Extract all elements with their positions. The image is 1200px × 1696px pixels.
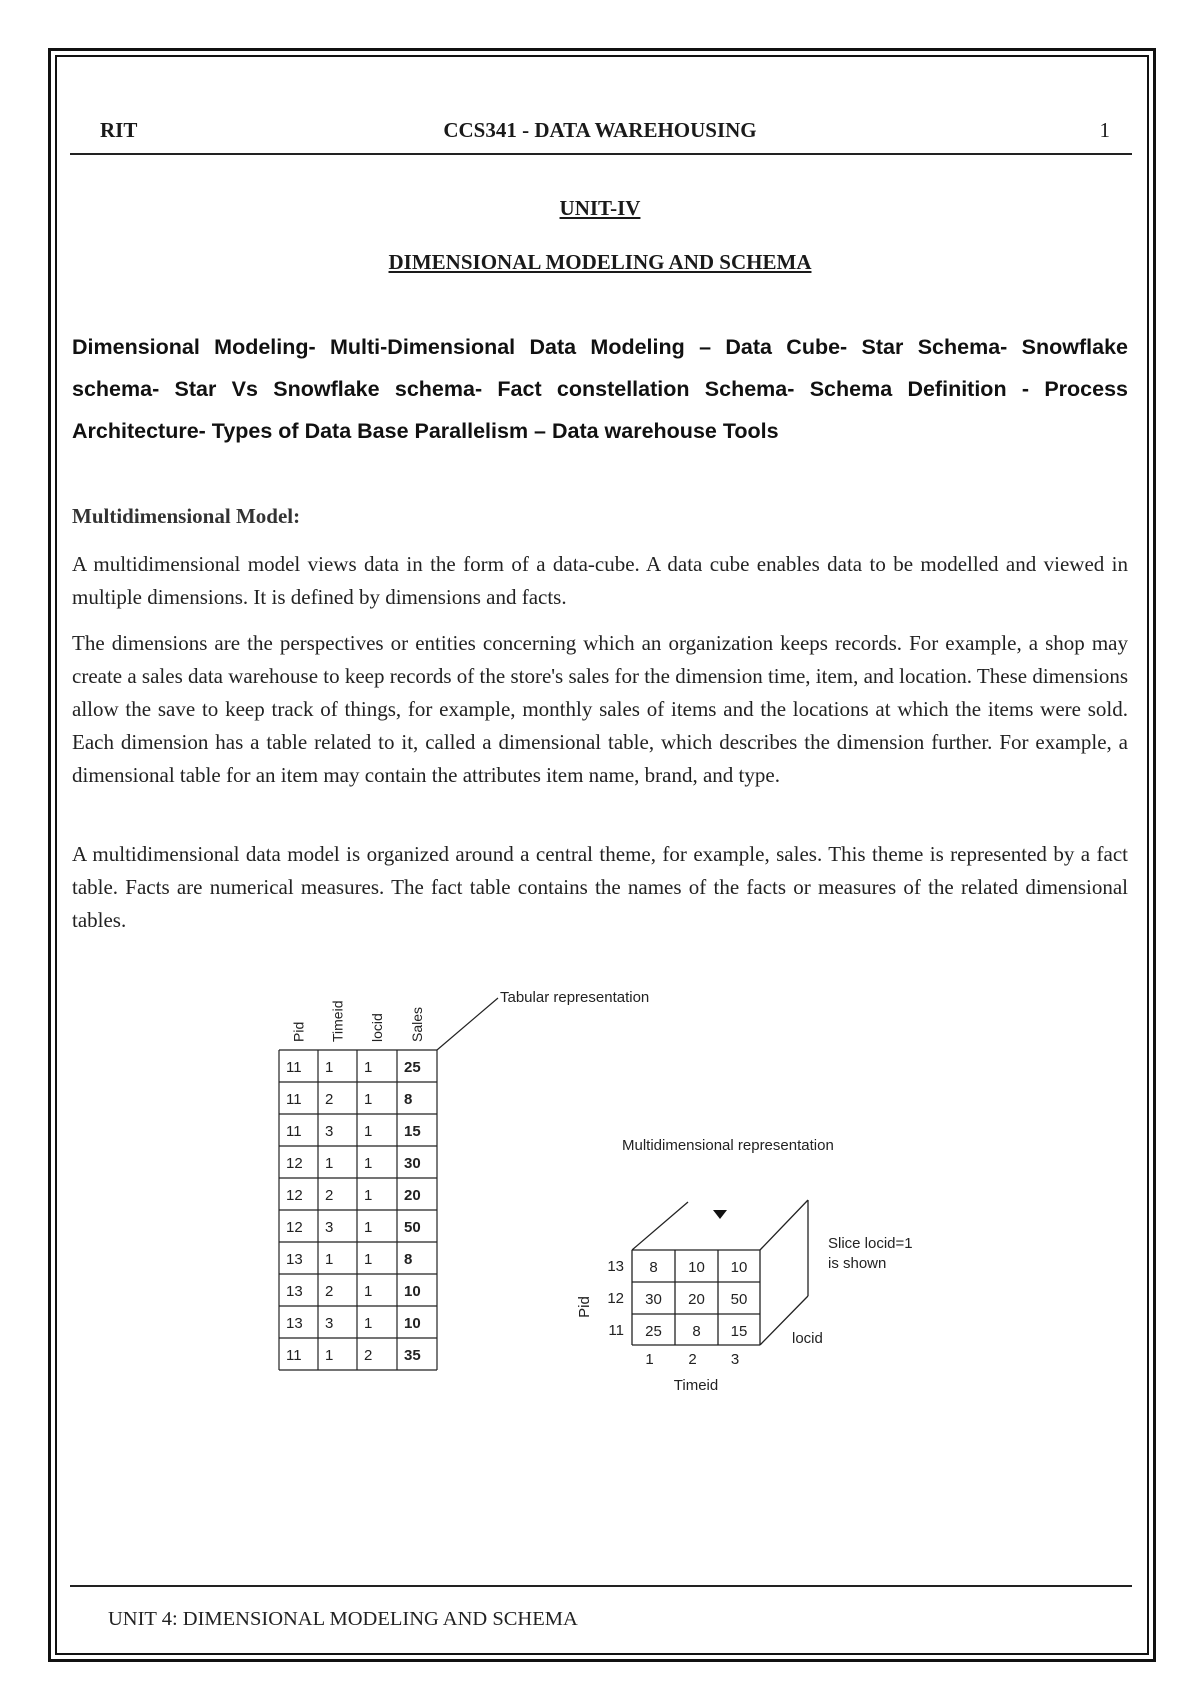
- cube-timeid-tick: 3: [730, 1351, 740, 1368]
- table-header-sales: Sales: [409, 1006, 425, 1042]
- table-cell: 15: [404, 1123, 421, 1140]
- table-cell: 10: [404, 1283, 421, 1300]
- paragraph-3: A multidimensional data model is organized around a central theme, for example, sales. This theme is represented by a fact table. Facts are numerical measures. The fact table contains the names of the facts or measures of the related dimensional tables.: [72, 842, 1128, 932]
- paragraph-1: A multidimensional model views data in the form of a data-cube. A data cube enables data to be modelled and viewed in multiple dimensions. It is defined by dimensions and facts.: [72, 552, 1128, 609]
- cube-cell: 30: [645, 1291, 662, 1308]
- table-cell: 1: [364, 1155, 373, 1172]
- cube-pid-tick: 11: [608, 1322, 624, 1339]
- table-cell: 1: [364, 1187, 373, 1204]
- table-cell: 2: [325, 1283, 334, 1300]
- table-cell: 8: [404, 1091, 413, 1108]
- cube-cell: 10: [730, 1259, 748, 1276]
- table-cell: 13: [286, 1251, 303, 1268]
- table-cell: 1: [364, 1123, 373, 1140]
- cube-timeid-axis-label: Timeid: [673, 1377, 719, 1394]
- table-cell: 20: [404, 1187, 421, 1204]
- table-cell: 1: [364, 1315, 373, 1332]
- table-cell: 3: [325, 1219, 334, 1236]
- table-cell: 13: [286, 1315, 303, 1332]
- chapter-title: DIMENSIONAL MODELING AND SCHEMA: [388, 250, 812, 274]
- table-cell: 1: [364, 1219, 373, 1236]
- header-page-number: 1: [1099, 118, 1110, 142]
- table-cell: 30: [404, 1155, 421, 1172]
- section-heading: Multidimensional Model:: [72, 504, 301, 528]
- table-cell: 11: [286, 1123, 302, 1140]
- cube-pid-tick: 12: [607, 1290, 624, 1307]
- slice-note-line1: Slice locid=1: [828, 1235, 913, 1252]
- table-cell: 50: [404, 1219, 421, 1236]
- table-column-headers: [291, 1001, 426, 1043]
- table-cell: 10: [404, 1315, 421, 1332]
- table-cell: 35: [404, 1347, 421, 1364]
- table-cell: 2: [325, 1091, 334, 1108]
- table-cell: 25: [404, 1059, 421, 1076]
- table-header-locid: locid: [369, 1013, 385, 1042]
- topics-list: Dimensional Modeling- Multi-Dimensional Data Modeling – Data Cube- Star Schema- Snowflake schema- Star Vs Snowflake schema- Fact constellation Schema- Schema Definition - Process Architecture- Types of Data Base Parallelism – Data warehouse Tools: [72, 335, 1128, 443]
- table-cell: 2: [325, 1187, 334, 1204]
- cube-cell: 15: [730, 1323, 748, 1340]
- footer-text: UNIT 4: DIMENSIONAL MODELING AND SCHEMA: [108, 1608, 578, 1630]
- table-cell: 8: [404, 1251, 413, 1268]
- cube-cell: 10: [688, 1259, 705, 1276]
- footer-rule: [70, 1585, 1132, 1587]
- table-cell: 1: [325, 1251, 334, 1268]
- fact-table: [279, 1050, 437, 1370]
- cube-cell: 8: [692, 1323, 701, 1340]
- cube-cell: 8: [649, 1259, 658, 1276]
- header-institution: RIT: [100, 118, 138, 142]
- header-course-title: CCS341 - DATA WAREHOUSING: [443, 118, 757, 142]
- table-cell: 3: [325, 1123, 334, 1140]
- table-cell: 13: [286, 1283, 303, 1300]
- table-cell: 2: [364, 1347, 373, 1364]
- table-cell: 3: [325, 1315, 334, 1332]
- table-cell: 12: [286, 1219, 303, 1236]
- cube-front-face: [607, 1250, 760, 1368]
- tabular-label: Tabular representation: [500, 989, 650, 1006]
- table-cell: 1: [325, 1155, 334, 1172]
- multidim-label: Multidimensional representation: [622, 1137, 834, 1154]
- cube-timeid-tick: 1: [645, 1351, 654, 1368]
- table-cell: 1: [325, 1059, 334, 1076]
- table-cell: 12: [286, 1155, 303, 1172]
- cube-cell: 20: [688, 1291, 705, 1308]
- cube-cell: 50: [730, 1291, 748, 1308]
- table-cell: 1: [325, 1347, 334, 1364]
- slice-arrow-icon: [713, 1210, 727, 1219]
- cube-locid-axis-label: locid: [792, 1330, 823, 1347]
- table-cell: 11: [286, 1347, 302, 1364]
- table-cell: 11: [286, 1091, 302, 1108]
- cube-cell: 25: [645, 1323, 662, 1340]
- table-cell: 1: [364, 1091, 373, 1108]
- table-cell: 12: [286, 1187, 303, 1204]
- slice-note-line2: is shown: [828, 1255, 887, 1272]
- cube-pid-axis-label: Pid: [576, 1296, 593, 1318]
- table-cell: 1: [364, 1251, 373, 1268]
- table-cell: 1: [364, 1283, 373, 1300]
- unit-title: UNIT-IV: [559, 196, 641, 220]
- table-cell: 11: [286, 1059, 302, 1076]
- table-cell: 1: [364, 1059, 373, 1076]
- paragraph-2: The dimensions are the perspectives or entities concerning which an organization keeps records. For example, a shop may create a sales data warehouse to keep records of the store's sales for the dimension time, item, and location. These dimensions allow the save to keep track of things, for example, monthly sales of items and the locations at which the items were sold. Each dimension has a table related to it, called a dimensional table, which describes the dimension further. For example, a dimensional table for an item may contain the attributes item name, brand, and type.: [72, 631, 1128, 787]
- table-header-timeid: Timeid: [329, 1000, 346, 1042]
- tabular-leader-line: [437, 998, 498, 1050]
- cube-timeid-tick: 2: [688, 1351, 697, 1368]
- table-header-pid: Pid: [290, 1021, 307, 1042]
- cube-pid-tick: 13: [607, 1258, 624, 1275]
